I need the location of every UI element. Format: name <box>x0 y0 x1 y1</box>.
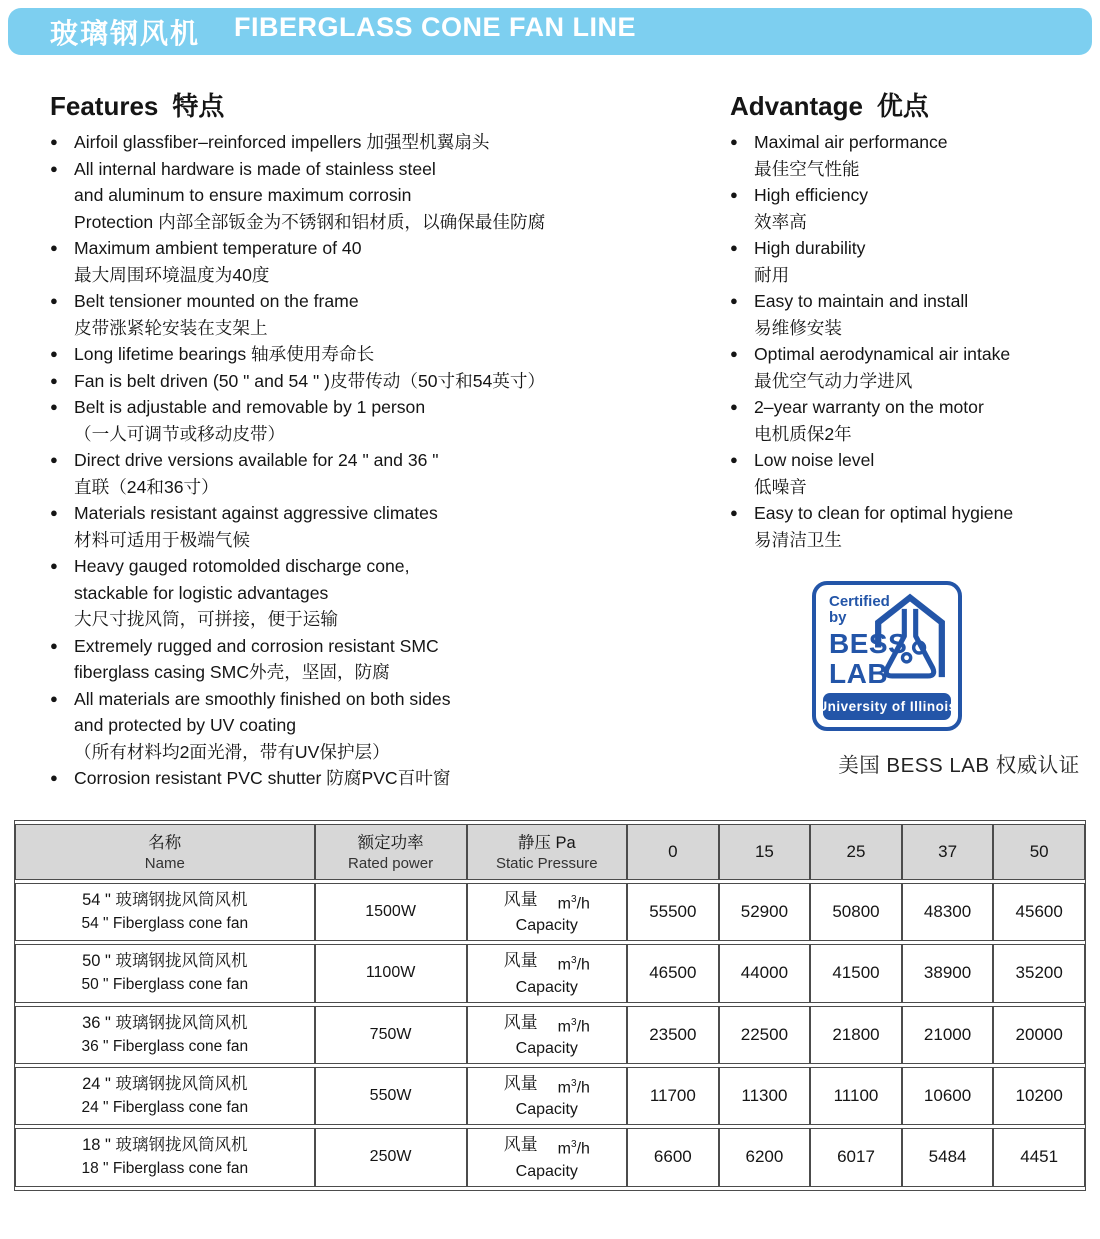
bullet-icon: ● <box>50 770 58 785</box>
feature-item <box>50 288 710 341</box>
bullet-icon: ● <box>50 399 58 414</box>
feature-lines <box>74 288 710 341</box>
capacity-unit <box>558 1011 590 1038</box>
fan-name-en: 18 " Fiberglass cone fan <box>81 1160 249 1178</box>
advantage-line: Optimal aerodynamical air intake <box>754 344 1011 364</box>
feature-line: Long lifetime bearings 轴承使用寿命长 <box>74 344 375 364</box>
feature-line: fiberglass casing SMC外壳，坚固，防腐 <box>74 662 390 682</box>
header-zh: 名称 <box>148 833 182 852</box>
advantage-line: 耐用 <box>754 264 790 285</box>
feature-lines <box>74 633 710 686</box>
feature-line: Protection 内部全部钣金为不锈钢和铝材质，以确保最佳防腐 <box>74 211 546 232</box>
features-title-zh: 特点 <box>172 91 225 121</box>
capacity-unit-base: m <box>557 895 571 913</box>
advantage-lines <box>754 182 1092 235</box>
cell-name <box>15 1128 315 1186</box>
spec-table-wrap <box>14 820 1086 1191</box>
cell-capacity-value: 44000 <box>719 944 811 1002</box>
bullet-icon: ● <box>50 240 58 255</box>
feature-line: and protected by UV coating <box>74 715 297 735</box>
feature-lines <box>74 447 710 500</box>
col-header-pressure <box>467 824 628 880</box>
advantage-line: 最佳空气性能 <box>754 158 860 179</box>
capacity-unit-base: m <box>557 1017 571 1035</box>
cell-capacity-value: 35200 <box>993 944 1085 1002</box>
cell-name <box>15 944 315 1002</box>
feature-line: Belt tensioner mounted on the frame <box>74 291 359 311</box>
advantage-lines <box>754 288 1092 341</box>
banner-title-en: FIBERGLASS CONE FAN LINE <box>234 11 637 42</box>
feature-line: Direct drive versions available for 24 " and 36 " <box>74 450 439 470</box>
cell-rated-power: 550W <box>315 1067 467 1125</box>
features-title <box>50 90 710 122</box>
col-header-name <box>15 824 315 880</box>
cell-capacity <box>467 883 628 941</box>
cell-capacity-value: 6600 <box>627 1128 719 1186</box>
fan-name-zh: 50 " 玻璃钢拢风筒风机 <box>82 952 248 971</box>
col-header-pressure: 25 <box>810 824 902 880</box>
feature-line: All materials are smoothly finished on both sides <box>74 688 451 709</box>
banner-text <box>50 12 636 52</box>
capacity-unit <box>558 949 590 976</box>
feature-lines <box>74 765 710 792</box>
header-en: Rated power <box>348 854 434 872</box>
cell-capacity-value: 38900 <box>902 944 994 1002</box>
col-header-pressure: 0 <box>627 824 719 880</box>
badge-certified-line2: by <box>829 609 847 626</box>
feature-line: Materials resistant against aggressive climates <box>74 503 438 523</box>
bullet-icon: ● <box>730 293 738 308</box>
fan-name-zh: 18 " 玻璃钢拢风筒风机 <box>82 1136 248 1155</box>
header-zh: 静压 Pa <box>517 833 576 852</box>
capacity-label-zh: 风量 <box>503 890 538 909</box>
feature-line: Maximum ambient temperature of 40 <box>74 238 362 258</box>
advantage-line: 2–year warranty on the motor <box>754 397 984 417</box>
capacity-label <box>471 1072 624 1099</box>
advantage-lines <box>754 235 1092 288</box>
feature-line: Heavy gauged rotomolded discharge cone, <box>74 556 410 576</box>
capacity-label-en: Capacity <box>515 1039 578 1057</box>
cell-capacity-value: 11100 <box>810 1067 902 1125</box>
fan-name-en: 54 " Fiberglass cone fan <box>81 915 249 933</box>
advantage-item <box>730 235 1092 288</box>
feature-line: 皮带涨紧轮安装在支架上 <box>74 317 268 338</box>
advantage-item <box>730 182 1092 235</box>
badge-university-bar: University of Illinois <box>823 693 951 720</box>
table-row <box>15 944 1085 1002</box>
col-header-pressure: 15 <box>719 824 811 880</box>
badge-lab-name-line1: BESS <box>829 628 908 659</box>
cell-rated-power: 250W <box>315 1128 467 1186</box>
feature-item <box>50 686 710 766</box>
advantage-item <box>730 129 1092 182</box>
feature-lines <box>74 500 710 553</box>
features-list <box>50 129 710 792</box>
table-row <box>15 1006 1085 1064</box>
advantage-title-en: Advantage <box>730 91 863 121</box>
bullet-icon: ● <box>50 690 58 706</box>
feature-line: （所有材料均2面光滑，带有UV保护层） <box>74 741 390 762</box>
feature-item <box>50 553 710 633</box>
feature-lines <box>74 368 710 395</box>
capacity-unit-sup: 3 <box>571 955 577 967</box>
table-row <box>15 1128 1085 1186</box>
advantage-line: 易清洁卫生 <box>754 529 842 550</box>
feature-line: stackable for logistic advantages <box>74 582 329 603</box>
advantage-item <box>730 447 1092 500</box>
table-row <box>15 1067 1085 1125</box>
feature-line: 最大周围环境温度为40度 <box>74 264 270 285</box>
house-flask-icon <box>869 593 951 693</box>
advantage-lines <box>754 500 1092 553</box>
feature-line: and aluminum to ensure maximum corrosin <box>74 185 412 205</box>
capacity-unit-sup: 3 <box>571 1077 577 1089</box>
badge-caption: 美国 BESS LAB 权威认证 <box>838 754 1080 777</box>
capacity-label-zh: 风量 <box>503 951 538 971</box>
fan-name-zh: 24 " 玻璃钢拢风筒风机 <box>82 1075 248 1094</box>
advantage-line: Easy to maintain and install <box>754 291 969 311</box>
capacity-unit-rest: /h <box>576 895 590 913</box>
fan-name-zh: 36 " 玻璃钢拢风筒风机 <box>82 1013 248 1032</box>
cell-capacity-value: 10600 <box>902 1067 994 1125</box>
cell-rated-power: 750W <box>315 1006 467 1064</box>
cell-capacity-value: 45600 <box>993 883 1085 941</box>
bullet-icon: ● <box>50 452 58 467</box>
advantage-lines <box>754 447 1092 500</box>
col-header-pressure: 50 <box>993 824 1085 880</box>
advantage-line: Low noise level <box>754 450 875 470</box>
feature-line: 材料可适用于极端气候 <box>74 529 250 550</box>
cell-capacity <box>467 1006 628 1064</box>
bullet-icon: ● <box>50 160 58 176</box>
features-title-en: Features <box>50 91 159 121</box>
bullet-icon: ● <box>730 505 738 520</box>
capacity-unit-rest: /h <box>576 1017 590 1035</box>
bullet-icon: ● <box>50 558 58 573</box>
bess-lab-badge <box>812 581 962 731</box>
fan-name-en: 36 " Fiberglass cone fan <box>81 1037 249 1055</box>
feature-item <box>50 765 710 792</box>
bullet-icon: ● <box>50 637 58 653</box>
feature-item <box>50 341 710 368</box>
cell-capacity-value: 48300 <box>902 883 994 941</box>
cell-capacity-value: 21800 <box>810 1006 902 1064</box>
capacity-unit-base: m <box>557 1079 571 1097</box>
cell-capacity-value: 6017 <box>810 1128 902 1186</box>
table-row <box>15 883 1085 941</box>
capacity-unit-base: m <box>557 956 571 974</box>
advantage-lines <box>754 341 1092 394</box>
feature-lines <box>74 341 710 368</box>
capacity-label-zh: 风量 <box>503 1012 538 1032</box>
advantage-item <box>730 500 1092 553</box>
feature-item <box>50 394 710 447</box>
capacity-label <box>471 888 624 915</box>
bullet-icon: ● <box>50 372 58 388</box>
cell-capacity-value: 20000 <box>993 1006 1085 1064</box>
capacity-label <box>471 949 624 976</box>
advantage-list <box>730 129 1092 553</box>
bullet-icon: ● <box>50 346 58 361</box>
feature-item <box>50 500 710 553</box>
fan-name-en: 24 " Fiberglass cone fan <box>81 1099 249 1117</box>
advantage-line: 效率高 <box>754 211 807 232</box>
fan-name-en: 50 " Fiberglass cone fan <box>81 976 249 994</box>
feature-lines <box>74 686 710 766</box>
capacity-label <box>471 1011 624 1038</box>
capacity-unit <box>558 888 590 915</box>
cell-rated-power: 1100W <box>315 944 467 1002</box>
table-header-row <box>15 824 1085 880</box>
cell-rated-power: 1500W <box>315 883 467 941</box>
capacity-unit-rest: /h <box>576 1079 590 1097</box>
cell-name <box>15 883 315 941</box>
feature-item <box>50 633 710 686</box>
advantage-line: Easy to clean for optimal hygiene <box>754 503 1014 523</box>
cell-capacity-value: 21000 <box>902 1006 994 1064</box>
cell-capacity <box>467 1128 628 1186</box>
bullet-icon: ● <box>730 346 738 361</box>
badge-lab-name-line2: LAB <box>829 658 889 689</box>
feature-line: All internal hardware is made of stainless steel <box>74 158 436 179</box>
feature-lines <box>74 394 710 447</box>
advantage-section <box>730 90 1092 792</box>
advantage-item <box>730 288 1092 341</box>
bullet-icon: ● <box>730 452 738 467</box>
advantage-item <box>730 394 1092 447</box>
advantage-line: High efficiency <box>754 185 869 205</box>
badge-certified-line1: Certified <box>829 593 890 610</box>
feature-line: Airfoil glassfiber–reinforced impellers 加强型机翼扇头 <box>74 132 490 152</box>
header-en: Static Pressure <box>495 854 598 872</box>
cell-capacity-value: 5484 <box>902 1128 994 1186</box>
feature-lines <box>74 553 710 633</box>
capacity-unit-base: m <box>557 1140 571 1158</box>
cell-capacity-value: 10200 <box>993 1067 1085 1125</box>
capacity-unit <box>558 1072 590 1099</box>
advantage-lines <box>754 394 1092 447</box>
advantage-line: 电机质保2年 <box>754 423 852 444</box>
feature-line: 大尺寸拢风筒，可拼接，便于运输 <box>74 609 338 629</box>
advantage-line: High durability <box>754 238 866 258</box>
bullet-icon: ● <box>50 134 58 149</box>
cell-capacity <box>467 1067 628 1125</box>
bullet-icon: ● <box>730 240 738 255</box>
advantage-title-zh: 优点 <box>876 91 929 121</box>
advantage-lines <box>754 129 1092 182</box>
bullet-icon: ● <box>730 134 738 149</box>
feature-line: Belt is adjustable and removable by 1 person <box>74 397 426 417</box>
cell-capacity-value: 11300 <box>719 1067 811 1125</box>
feature-line: 直联（24和36寸） <box>74 476 219 497</box>
cell-capacity-value: 46500 <box>627 944 719 1002</box>
advantage-line: 易维修安装 <box>754 317 842 338</box>
capacity-label-zh: 风量 <box>503 1135 538 1155</box>
cell-capacity-value: 55500 <box>627 883 719 941</box>
capacity-unit-rest: /h <box>576 1140 590 1158</box>
bullet-icon: ● <box>50 505 58 520</box>
cell-capacity <box>467 944 628 1002</box>
capacity-label-en: Capacity <box>515 917 578 935</box>
feature-line: Corrosion resistant PVC shutter 防腐PVC百叶窗 <box>74 768 451 788</box>
banner-title-zh: 玻璃钢风机 <box>50 17 201 49</box>
cell-capacity-value: 50800 <box>810 883 902 941</box>
title-banner <box>8 8 1092 55</box>
feature-item <box>50 235 710 288</box>
cell-capacity-value: 22500 <box>719 1006 811 1064</box>
certification-block <box>812 581 1080 778</box>
advantage-line: 最优空气动力学进风 <box>754 370 913 391</box>
cell-capacity-value: 23500 <box>627 1006 719 1064</box>
advantage-title <box>730 90 1092 122</box>
bullet-icon: ● <box>730 399 738 414</box>
feature-lines <box>74 235 710 288</box>
spec-table <box>15 821 1085 1190</box>
content-columns <box>50 90 1092 792</box>
header-en: Name <box>144 854 185 872</box>
bullet-icon: ● <box>50 293 58 308</box>
cell-capacity-value: 41500 <box>810 944 902 1002</box>
capacity-label-en: Capacity <box>515 1162 578 1180</box>
capacity-unit-sup: 3 <box>571 1139 577 1151</box>
col-header-power <box>315 824 467 880</box>
advantage-item <box>730 341 1092 394</box>
feature-item <box>50 368 710 395</box>
capacity-label-en: Capacity <box>515 978 578 996</box>
feature-item <box>50 447 710 500</box>
cell-capacity-value: 4451 <box>993 1128 1085 1186</box>
capacity-unit <box>558 1133 590 1160</box>
advantage-line: Maximal air performance <box>754 132 948 152</box>
capacity-unit-rest: /h <box>576 956 590 974</box>
feature-line: （一人可调节或移动皮带） <box>74 423 286 444</box>
capacity-unit-sup: 3 <box>571 894 577 905</box>
feature-item <box>50 156 710 236</box>
cell-name <box>15 1067 315 1125</box>
cell-capacity-value: 11700 <box>627 1067 719 1125</box>
advantage-line: 低噪音 <box>754 476 807 497</box>
cell-capacity-value: 52900 <box>719 883 811 941</box>
header-zh: 额定功率 <box>357 833 424 852</box>
capacity-label-zh: 风量 <box>503 1073 538 1093</box>
capacity-label-en: Capacity <box>515 1101 578 1119</box>
capacity-unit-sup: 3 <box>571 1016 577 1028</box>
feature-line: Extremely rugged and corrosion resistant SMC <box>74 635 439 656</box>
features-section <box>50 90 710 792</box>
col-header-pressure: 37 <box>902 824 994 880</box>
cell-name <box>15 1006 315 1064</box>
bullet-icon: ● <box>730 187 738 202</box>
feature-line: Fan is belt driven (50 " and 54 " )皮带传动（50寸和54英寸） <box>74 370 546 391</box>
feature-lines <box>74 129 710 156</box>
fan-name-zh: 54 " 玻璃钢拢风筒风机 <box>82 891 248 910</box>
capacity-label <box>471 1133 624 1160</box>
feature-lines <box>74 156 710 236</box>
feature-item <box>50 129 710 156</box>
cell-capacity-value: 6200 <box>719 1128 811 1186</box>
